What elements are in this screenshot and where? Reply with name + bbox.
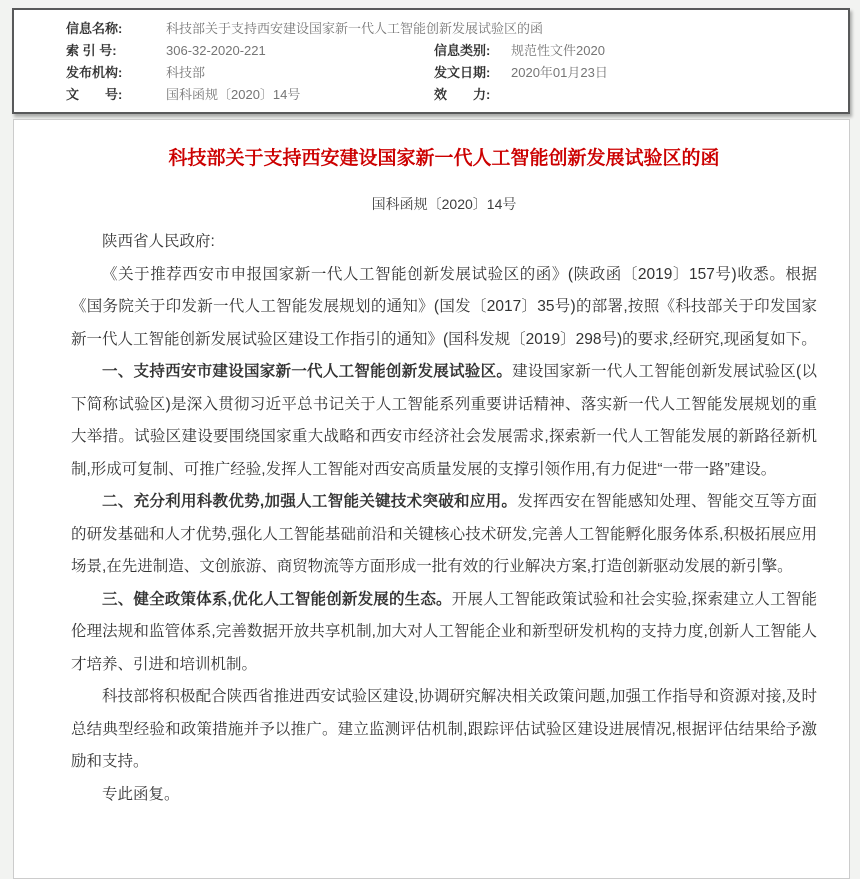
meta-index-no-label: 索 引 号:: [66, 43, 117, 58]
paragraph-lead: 一、支持西安市建设国家新一代人工智能创新发展试验区。: [102, 363, 513, 380]
paragraph-5: [71, 681, 817, 779]
paragraph-1: [71, 259, 817, 357]
paragraph-lead: 二、充分利用科教优势,加强人工智能关键技术突破和应用。: [102, 493, 518, 510]
paragraph-text: 科技部将积极配合陕西省推进西安试验区建设,协调研究解决相关政策问题,加强工作指导和资源对接,及时总结典型经验和政策措施并予以推广。建立监测评估机制,跟踪评估试验区建设进展情况,根据评估结果给予激励和支持。: [71, 688, 817, 770]
paragraph-text: 发挥西安在智能感知处理、智能交互等方面的研发基础和人才优势,强化人工智能基础前沿和关键核心技术研发,完善人工智能孵化服务体系,积极拓展应用场景,在先进制造、文创旅游、商贸物流等方面形成一批有效的行业解决方案,打造创新驱动发展的新引擎。: [71, 493, 817, 575]
meta-category-value: 规范性文件2020: [511, 43, 605, 58]
meta-issue-date-value: 2020年01月23日: [511, 65, 608, 80]
paragraph-text: 专此函复。: [102, 785, 180, 803]
paragraph-6: [71, 779, 817, 812]
document-paragraphs: [71, 259, 817, 812]
meta-validity-label: 效 力:: [434, 87, 491, 102]
paragraph-3: [71, 486, 817, 584]
paragraph-text: 《关于推荐西安市申报国家新一代人工智能创新发展试验区的函》(陕政函〔2019〕157号)收悉。根据《国务院关于印发新一代人工智能发展规划的通知》(国发〔2017〕35号)的部署,按照《科技部关于印发国家新一代人工智能创新发展试验区建设工作指引的通知》(国科发规〔2019〕298号)的要求,经研究,现函复如下。: [71, 265, 817, 348]
meta-info-name-value: 科技部关于支持西安建设国家新一代人工智能创新发展试验区的函: [166, 21, 544, 36]
paragraph-text: 建设国家新一代人工智能创新发展试验区(以下简称试验区)是深入贯彻习近平总书记关于人工智能系列重要讲话精神、落实新一代人工智能发展规划的重大举措。试验区建设要围绕国家重大战略和西安市经济社会发展需求,探索新一代人工智能发展的新路径新机制,形成可复制、可推广经验,发挥人工智能对西安高质量发展的支撑引领作用,有力促进“一带一路”建设。: [71, 363, 817, 478]
document-number: 国科函规〔2020〕14号: [371, 196, 517, 212]
meta-info-name-label: 信息名称:: [66, 21, 123, 36]
metadata-table: [66, 18, 838, 106]
meta-validity-value: [511, 84, 838, 106]
document-title: 科技部关于支持西安建设国家新一代人工智能创新发展试验区的函: [168, 148, 720, 169]
meta-doc-no-label: 文 号:: [66, 87, 123, 102]
document-body: [71, 226, 817, 811]
meta-agency-value: 科技部: [166, 65, 206, 80]
salutation: 陕西省人民政府:: [102, 233, 215, 250]
paragraph-lead: 三、健全政策体系,优化人工智能创新发展的生态。: [102, 590, 452, 608]
paragraph-2: [71, 356, 817, 486]
meta-category-label: 信息类别:: [434, 43, 491, 58]
document-panel: [13, 119, 850, 879]
meta-index-no-value: 306-32-2020-221: [166, 43, 266, 58]
meta-agency-label: 发布机构:: [66, 65, 123, 80]
paragraph-text: 开展人工智能政策试验和社会实验,探索建立人工智能伦理法规和监管体系,完善数据开放共享机制,加大对人工智能企业和新型研发机构的支持力度,创新人工智能人才培养、引进和培训机制。: [71, 590, 817, 673]
meta-doc-no-value: 国科函规〔2020〕14号: [166, 87, 301, 102]
meta-issue-date-label: 发文日期:: [434, 65, 491, 80]
metadata-panel: [12, 8, 850, 114]
paragraph-4: [71, 584, 817, 682]
